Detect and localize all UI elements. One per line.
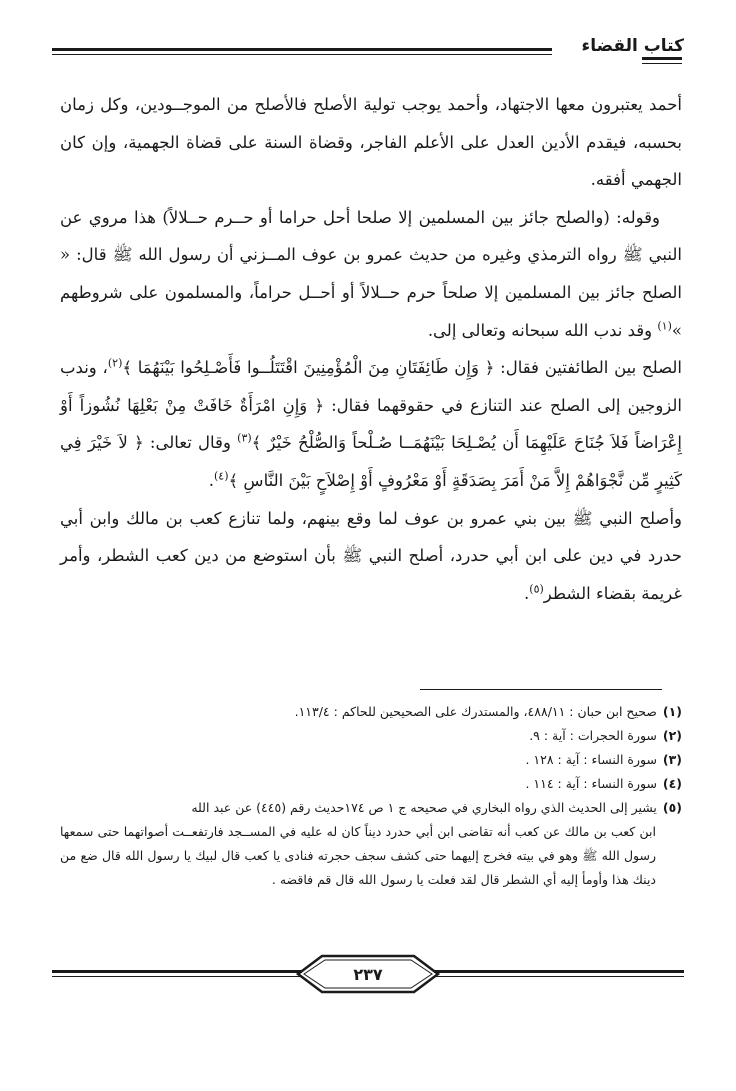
paragraph-3 (60, 349, 682, 499)
footnote-text: يشير إلى الحديث الذي رواه البخاري في صحيحه ج ١ ص ١٧٤حديث رقم (٤٤٥) عن عبد الله (191, 800, 657, 815)
footnote-text: صحيح ابن حبان : ٤٨٨/١١، والمستدرك على الصحيحين للحاكم : ١١٣/٤. (294, 704, 657, 719)
main-text (60, 86, 682, 612)
paragraph-2 (60, 199, 682, 349)
paragraph-4 (60, 500, 682, 613)
paragraph-3-text-b: ، وندب الزوجين إلى الصلح عند التنازع في حقوقهما فقال: (60, 358, 683, 415)
paragraph-2-text: وقوله: (والصلح جائز بين المسلمين إلا صلحا أحل حراما أو حــرم حــلالاً) هذا مروي عن النبي ﷺ رواه الترمذي وغيره من حديث عمرو بن عوف المــزني أن رسول الله ﷺ قال: « الصلح جائز بين المسلمين إلا صلحاً حرم حــلالاً أو أحــل حراماً، والمسلمون على شروطهم » (60, 207, 682, 340)
header-rule (52, 48, 552, 56)
paragraph-4-text: وأصلح النبي ﷺ بين بني عمرو بن عوف لما وقع بينهم، ولما تنازع كعب بن مالك وابن أبي حدرد في دين على ابن أبي حدرد، أصلح النبي ﷺ بأن استوضع من دين كعب الشطر، وأمر غريمة بقضاء الشطر (60, 508, 682, 603)
footnote-number: (٤) (662, 776, 682, 791)
footnote (60, 748, 682, 772)
footnote-number: (٢) (662, 728, 682, 743)
footnote (60, 772, 682, 796)
footnote (60, 796, 682, 820)
footnote-text: سورة النساء : آية : ١١٤ . (525, 776, 657, 791)
footnote-ref-4: (٤) (214, 469, 229, 483)
page-number-ornament (52, 950, 684, 1000)
footnote-number: (١) (662, 704, 682, 719)
footnote-separator (420, 689, 662, 690)
page-number: ٢٣٧ (353, 965, 383, 984)
footnote-ref-5: (٥) (529, 582, 544, 596)
paragraph-3-text-a: الصلح بين الطائفتين فقال: (494, 358, 682, 378)
quran-verse-3: ﴿ لاَ خَيْرَ فِي كَثِيرٍ مِّن نَّجْوَاهُمْ إِلاَّ مَنْ أَمَرَ بِصَدَقَةٍ أَوْ مَعْرُوفٍ أَوْ إِصْلاَحٍ بَيْنَ النَّاسِ ﴾ (60, 433, 682, 490)
footnote-continuation: ابن كعب بن مالك عن كعب أنه تقاضى ابن أبي حدرد ديناً كان له عليه في المســجد فارتفعــت أصواتهما حتى سمعها رسول الله ﷺ وهو في بيته فخرج إليهما حتى كشف سجف حجرته فنادى يا كعب قال لبيك يا رسول الله قال ضع من دينك هذا وأومأ إليه أي الشطر قال لقد فعلت يا رسول الله قال قم فاقضه . (60, 824, 656, 887)
paragraph-4-end: . (524, 583, 530, 603)
chapter-title: كتاب القضاء (581, 36, 684, 56)
footnotes (60, 700, 682, 892)
paragraph-2-tail: وقد ندب الله سبحانه وتعالى إلى. (427, 320, 658, 340)
footnote (60, 724, 682, 748)
footnote-ref-1: (١) (657, 319, 672, 333)
footnote (60, 700, 682, 724)
footnote-number: (٥) (662, 800, 682, 815)
footnote-number: (٣) (662, 752, 682, 767)
paragraph-3-text-c: وقال تعالى: (143, 433, 238, 453)
footnote-text: سورة الحجرات : آية : ٩. (529, 728, 657, 743)
footnote-ref-2: (٢) (107, 356, 123, 370)
quran-verse-2: ﴿ وَإِنِ امْرَأَةٌ خَافَتْ مِنْ بَعْلِهَا نُشُوزاً أَوْ إِعْرَاضاً فَلاَ جُنَاحَ عَلَيْهِمَا أَن يُصْـلِحَا بَيْنَهُمَــا صُـلْحاً وَالصُّلْحُ خَيْرٌ ﴾ (60, 395, 682, 453)
running-header (52, 38, 684, 66)
paragraph-1: أحمد يعتبرون معها الاجتهاد، وأحمد يوجب تولية الأصلح فالأصلح من الموجــودين، وكل زمان بحسبه، فيقدم الأدين العدل على الأعلم الفاجر، وقضاة السنة على قضاة الجهمية، وإن كان الجهمي أفقه. (60, 95, 682, 190)
footnote-text: سورة النساء : آية : ١٢٨ . (525, 752, 657, 767)
quran-verse-1: ﴿ وَإِن طَائِفَتَانِ مِنَ الْمُؤْمِنِينَ اقْتَتَلُــوا فَأَصْـلِحُوا بَيْنَهُمَا ﴾ (122, 358, 495, 378)
footnote-ref-3: (٣) (237, 431, 252, 445)
paragraph-3-text-d: . (208, 470, 214, 490)
